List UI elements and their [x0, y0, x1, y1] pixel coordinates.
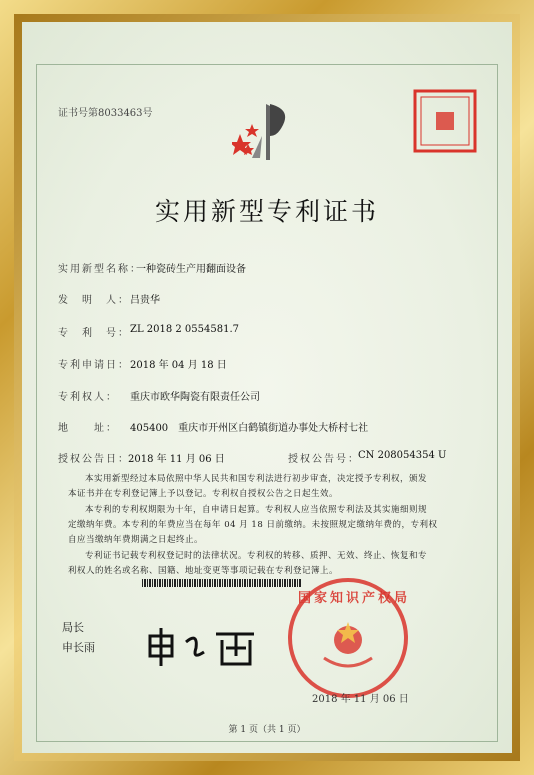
apply-date-label: 专利申请日：: [58, 360, 130, 371]
certificate-paper: [22, 22, 512, 753]
paragraph-line: 专利证书记载专利权登记时的法律状况。专利权的转移、质押、无效、终止、恢复和专: [85, 551, 428, 561]
director-title: 局长: [62, 621, 84, 634]
paragraph-line: 自应当缴纳年费期满之日起终止。: [68, 535, 204, 545]
paragraph-line: 本专利的专利权期限为十年，自申请日起算。专利权人应当依照专利法及其实施细则规: [85, 505, 428, 515]
director-name: 申长雨: [62, 641, 95, 654]
stamp-date: 2018 年 11 月 06 日: [312, 694, 409, 705]
paragraph-line: 定缴纳年费。本专利的年费应当在每年 04 月 18 日前缴纳。未按照规定缴纳年费的，专利权: [68, 520, 438, 530]
holder-value: 重庆市欧华陶瓷有限责任公司: [130, 392, 260, 403]
page-number: 第 1 页（共 1 页）: [228, 725, 306, 735]
paragraph-2: [68, 503, 468, 548]
holder-label: 专利权人：: [58, 392, 118, 403]
apply-date-value: 2018 年 04 月 18 日: [130, 360, 227, 371]
pub-number-value: CN 208054354 U: [358, 450, 447, 461]
cnipa-logo-icon: [232, 96, 302, 166]
patent-number-label: 专 利 号：: [58, 328, 130, 339]
name-value: 一种瓷砖生产用翻面设备: [136, 264, 246, 275]
address-label: 地 址：: [58, 423, 118, 434]
pub-date-label: 授权公告日：: [58, 454, 130, 465]
inventor-label: 发 明 人：: [58, 295, 130, 306]
stamp-text: 国家知识产权局: [298, 591, 411, 606]
paragraph-line: 本证书并在专利登记簿上予以登记。专利权自授权公告之日起生效。: [68, 489, 339, 499]
top-right-seal-icon: [412, 88, 478, 154]
address-value: 405400 重庆市开州区白鹤镇街道办事处大桥村七社: [130, 423, 369, 434]
name-label: 实用新型名称：: [58, 264, 142, 275]
signature-icon: [142, 622, 262, 672]
patent-number-value: ZL 2018 2 0554581.7: [130, 324, 240, 335]
paragraph-line: 利权人的姓名或名称、国籍、地址变更等事项记载在专利登记簿上。: [68, 566, 339, 576]
pub-date-value: 2018 年 11 月 06 日: [128, 454, 225, 465]
inventor-value: 吕贵华: [130, 295, 160, 306]
cert-number: 证书号第8033463号: [58, 108, 153, 119]
certificate-title: 实用新型专利证书: [154, 197, 379, 226]
barcode: [142, 579, 302, 587]
pub-number-label: 授权公告号：: [288, 454, 360, 465]
paragraph-line: 本实用新型经过本局依照中华人民共和国专利法进行初步审查，决定授予专利权，颁发: [85, 474, 428, 484]
paragraph-1: [68, 472, 468, 502]
